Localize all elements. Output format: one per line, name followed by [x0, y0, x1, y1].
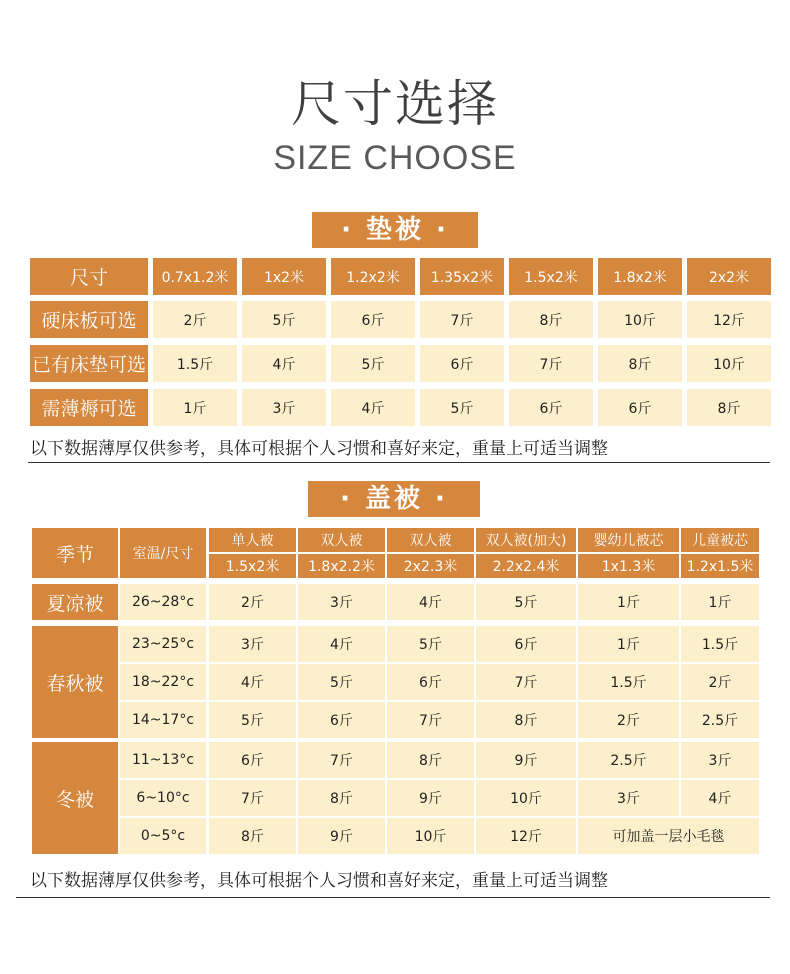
quilt-size-header: 1x1.3米 [578, 554, 679, 578]
column-header: 1.8x2米 [598, 258, 682, 295]
season-header: 季节 [32, 528, 118, 578]
table-cell: 9斤 [298, 818, 385, 854]
table-cell: 4斤 [242, 345, 326, 382]
quilt-type-header: 儿童被芯 [681, 528, 759, 552]
divider [28, 462, 770, 463]
quilt-size-header: 1.2x1.5米 [681, 554, 759, 578]
row-label: 需薄褥可选 [30, 389, 148, 426]
table-cell: 6斤 [298, 702, 385, 738]
table-cell: 3斤 [578, 780, 679, 816]
quilt-size-header: 2.2x2.4米 [476, 554, 576, 578]
table-cell: 2.5斤 [578, 742, 679, 778]
table-cell: 5斤 [298, 664, 385, 700]
table-cell: 6斤 [509, 389, 593, 426]
quilt-type-header: 婴幼儿被芯 [578, 528, 679, 552]
page-title: 尺寸选择 [291, 75, 499, 133]
table-cell: 2斤 [153, 301, 237, 338]
table-cell: 8斤 [687, 389, 771, 426]
table-cell: 2斤 [209, 584, 296, 620]
table-cell: 7斤 [509, 345, 593, 382]
table-cell: 12斤 [687, 301, 771, 338]
column-header: 1.35x2米 [420, 258, 504, 295]
table-cell: 8斤 [598, 345, 682, 382]
table-cell: 9斤 [387, 780, 474, 816]
table-cell: 5斤 [420, 389, 504, 426]
column-header: 0.7x1.2米 [153, 258, 237, 295]
table-cell: 6斤 [598, 389, 682, 426]
table-cell: 3斤 [681, 742, 759, 778]
table-cell: 3斤 [298, 584, 385, 620]
table-cell: 3斤 [209, 626, 296, 662]
season-label: 夏凉被 [32, 584, 118, 620]
table-cell: 7斤 [298, 742, 385, 778]
table-cell: 10斤 [687, 345, 771, 382]
table-cell: 4斤 [681, 780, 759, 816]
quilt-type-header: 单人被 [209, 528, 296, 552]
temperature-header: 室温/尺寸 [120, 528, 206, 578]
column-header: 1.2x2米 [331, 258, 415, 295]
table-cell: 2斤 [578, 702, 679, 738]
quilt-type-header: 双人被(加大) [476, 528, 576, 552]
table-cell: 9斤 [476, 742, 576, 778]
merged-note-cell: 可加盖一层小毛毯 [578, 818, 759, 854]
table-cell: 6斤 [387, 664, 474, 700]
table-cell: 3斤 [242, 389, 326, 426]
table-cell: 10斤 [476, 780, 576, 816]
table-cell: 4斤 [209, 664, 296, 700]
table-cell: 4斤 [387, 584, 474, 620]
quilt-section-badge: · 盖被 · [308, 481, 480, 517]
table-cell: 1.5斤 [578, 664, 679, 700]
temperature-cell: 11~13°c [120, 742, 206, 778]
table-cell: 5斤 [242, 301, 326, 338]
table-cell: 8斤 [509, 301, 593, 338]
table-cell: 8斤 [209, 818, 296, 854]
table-cell: 6斤 [331, 301, 415, 338]
row-label: 已有床垫可选 [30, 345, 148, 382]
temperature-cell: 18~22°c [120, 664, 206, 700]
table-cell: 5斤 [387, 626, 474, 662]
table-cell: 1斤 [681, 584, 759, 620]
table-cell: 6斤 [476, 626, 576, 662]
column-header: 1.5x2米 [509, 258, 593, 295]
table-cell: 4斤 [331, 389, 415, 426]
table-cell: 8斤 [298, 780, 385, 816]
table-cell: 7斤 [387, 702, 474, 738]
quilt-type-header: 双人被 [387, 528, 474, 552]
table-cell: 7斤 [476, 664, 576, 700]
table-cell: 1.5斤 [153, 345, 237, 382]
table-cell: 2.5斤 [681, 702, 759, 738]
mattress-section-badge: · 垫被 · [312, 212, 478, 248]
quilt-size-header: 1.5x2米 [209, 554, 296, 578]
season-label: 冬被 [32, 742, 118, 854]
temperature-cell: 14~17°c [120, 702, 206, 738]
quilt-size-header: 1.8x2.2米 [298, 554, 385, 578]
table-cell: 10斤 [598, 301, 682, 338]
page-subtitle: SIZE CHOOSE [273, 139, 517, 177]
table-cell: 7斤 [209, 780, 296, 816]
column-header: 1x2米 [242, 258, 326, 295]
table-cell: 1斤 [153, 389, 237, 426]
header-corner: 尺寸 [30, 258, 148, 295]
table-cell: 7斤 [420, 301, 504, 338]
temperature-cell: 26~28°c [120, 584, 206, 620]
mattress-note: 以下数据薄厚仅供参考，具体可根据个人习惯和喜好来定，重量上可适当调整 [30, 439, 608, 459]
table-cell: 1斤 [578, 626, 679, 662]
table-cell: 6斤 [209, 742, 296, 778]
table-cell: 10斤 [387, 818, 474, 854]
table-cell: 5斤 [331, 345, 415, 382]
table-cell: 12斤 [476, 818, 576, 854]
temperature-cell: 0~5°c [120, 818, 206, 854]
table-cell: 6斤 [420, 345, 504, 382]
table-cell: 4斤 [298, 626, 385, 662]
table-cell: 8斤 [387, 742, 474, 778]
row-label: 硬床板可选 [30, 301, 148, 338]
quilt-type-header: 双人被 [298, 528, 385, 552]
divider [16, 897, 770, 898]
table-cell: 8斤 [476, 702, 576, 738]
season-label: 春秋被 [32, 626, 118, 738]
column-header: 2x2米 [687, 258, 771, 295]
table-cell: 1.5斤 [681, 626, 759, 662]
quilt-size-header: 2x2.3米 [387, 554, 474, 578]
table-cell: 1斤 [578, 584, 679, 620]
table-cell: 5斤 [476, 584, 576, 620]
table-cell: 2斤 [681, 664, 759, 700]
temperature-cell: 6~10°c [120, 780, 206, 816]
table-cell: 5斤 [209, 702, 296, 738]
quilt-note: 以下数据薄厚仅供参考，具体可根据个人习惯和喜好来定，重量上可适当调整 [30, 871, 608, 891]
temperature-cell: 23~25°c [120, 626, 206, 662]
